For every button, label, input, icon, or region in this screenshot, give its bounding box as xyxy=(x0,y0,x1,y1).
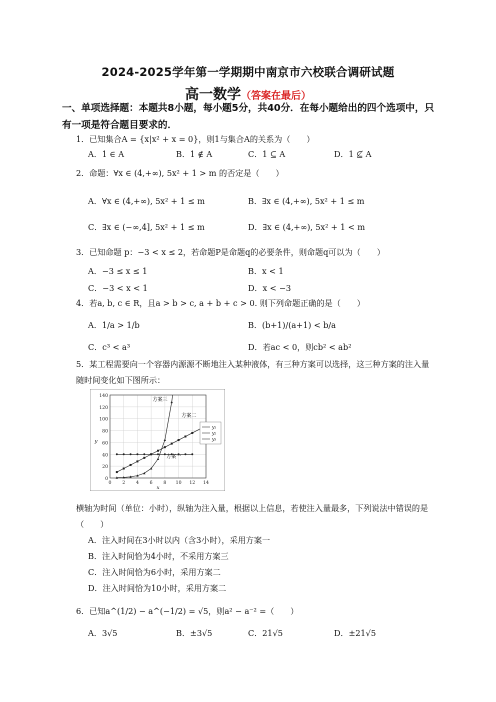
q5-stem: 5．某工程需要向一个容器内源源不断地注入某种液体，有三种方案可以选择，这三种方案的注入量随时间变化如下图所示： xyxy=(76,359,430,385)
q3-option-d: D．x < −3 xyxy=(248,283,292,293)
y-tick-label: 100 xyxy=(99,417,108,423)
series-2-point xyxy=(178,439,180,441)
q2-option-c: C．∃x ∈ (−∞,4], 5x² + 1 ≤ m xyxy=(88,222,205,232)
q3-option-b: B．x < 1 xyxy=(248,266,284,276)
x-axis-label: x xyxy=(156,485,160,491)
q1-option-b: B．1 ∉ A xyxy=(176,149,213,159)
q2-option-b: B．∃x ∈ (4,+∞), 5x² + 1 ≤ m xyxy=(248,196,365,206)
q4-stem: 4．若a, b, c ∈ R，且a > b > c, a + b + c > 0. 则下列命题正确的是（ ） xyxy=(76,298,365,308)
series-2-point xyxy=(116,471,118,473)
chart-annotation: 方案一 xyxy=(166,453,182,460)
q1-option-c: C．1 ⊆ A xyxy=(248,149,286,159)
series-2-point xyxy=(136,460,138,462)
y-tick-label: 40 xyxy=(102,453,108,459)
q1-option-a: A．1 ∈ A xyxy=(88,149,125,159)
q5-option-d: D．注入时间恰为10小时，采用方案二 xyxy=(88,583,227,593)
series-2-point xyxy=(184,436,186,438)
q3-option-c: C．−3 < x < 1 xyxy=(88,283,148,293)
x-tick-label: 10 xyxy=(175,481,182,486)
q4-option-b: B．(b+1)/(a+1) < b/a xyxy=(248,320,336,330)
x-tick-label: 2 xyxy=(122,481,126,486)
q3-stem: 3．已知命题 p：−3 < x ≤ 2，若命题P是命题q的必要条件，则命题q可以为（ ） xyxy=(76,247,385,257)
q3-option-a: A．−3 ≤ x ≤ 1 xyxy=(88,266,148,276)
series-1-point xyxy=(184,453,186,455)
series-1-point xyxy=(136,453,138,455)
series-1-point xyxy=(130,453,132,455)
series-2-point xyxy=(123,468,125,470)
injection-chart xyxy=(90,389,225,491)
section-heading: 一、单项选择题：本题共8小题，每小题5分，共40分．在每小题给出的四个选项中，只有一项是符合题目要求的． xyxy=(62,103,435,131)
y-tick-label: 60 xyxy=(102,441,108,447)
exam-title: 2024-2025学年第一学期期中南京市六校联合调研试题 xyxy=(101,65,395,79)
q6-option-b: B．±3√5 xyxy=(176,628,213,638)
y-axis-label: y xyxy=(94,438,98,445)
q6-option-c: C．21√5 xyxy=(248,628,283,638)
subject-name: 高一数学 xyxy=(185,87,241,103)
q2-option-d: D．∃x ∈ (4,+∞), 5x² + 1 < m xyxy=(248,222,366,232)
q5-option-a: A．注入时间在3小时以内（含3小时），采用方案一 xyxy=(88,535,271,545)
q1-stem: 1．已知集合A = {x|x² + x = 0}，则1与集合A的关系为（ ） xyxy=(76,134,315,144)
series-2-point xyxy=(130,464,132,466)
series-2-point xyxy=(143,457,145,459)
q4-option-a: A．1/a > 1/b xyxy=(88,320,140,330)
chart-annotation: 方案二 xyxy=(181,412,197,419)
series-2-point xyxy=(157,450,159,452)
y-tick-label: 0 xyxy=(105,477,108,482)
q1-option-d: D．1 ⊈ A xyxy=(334,149,372,159)
chart-annotation: 方案三 xyxy=(152,396,168,403)
q2-option-a: A．∀x ∈ (4,+∞), 5x² + 1 ≤ m xyxy=(88,196,205,206)
y-tick-label: 120 xyxy=(99,405,108,411)
q2-stem: 2．命题：∀x ∈ (4,+∞), 5x² + 1 > m 的否定是（ ） xyxy=(76,168,284,178)
answer-note: （答案在最后） xyxy=(241,91,311,102)
x-tick-label: 14 xyxy=(203,481,209,486)
series-2-point xyxy=(171,443,173,445)
q5-option-c: C．注入时间恰为6小时，采用方案二 xyxy=(88,567,221,577)
x-tick-label: 4 xyxy=(135,481,139,486)
x-tick-label: 8 xyxy=(163,481,167,486)
q5-after: 横轴为时间（单位：小时），纵轴为注入量，根据以上信息，若使注入量最多，下列说法中错误的是（ ） xyxy=(76,503,429,529)
series-2-point xyxy=(164,446,166,448)
series-1-point xyxy=(157,453,159,455)
y-tick-label: 80 xyxy=(102,429,108,435)
series-2-point xyxy=(150,453,152,455)
q6-option-d: D．±21√5 xyxy=(334,628,376,638)
series-1-point xyxy=(116,453,118,455)
q4-option-c: C．c³ < a³ xyxy=(88,342,131,352)
x-tick-label: 0 xyxy=(108,481,112,486)
series-2-point xyxy=(191,432,193,434)
series-1-point xyxy=(143,453,145,455)
series-1-point xyxy=(123,453,125,455)
y-tick-label: 140 xyxy=(99,394,108,399)
x-tick-label: 6 xyxy=(149,481,153,486)
legend-label: y₁ xyxy=(212,425,217,431)
series-1-point xyxy=(191,453,193,455)
q5-option-b: B．注入时间恰为4小时，不采用方案三 xyxy=(88,551,229,561)
q6-stem: 6．已知a^(1/2) − a^(−1/2) = √5，则a² − a⁻² =（ ） xyxy=(76,606,299,616)
q4-option-d: D．若ac < 0，则cb² < ab² xyxy=(248,342,352,352)
chart-svg xyxy=(90,389,225,491)
x-tick-label: 12 xyxy=(189,481,196,486)
q6-option-a: A．3√5 xyxy=(88,628,118,638)
legend-label: y₃ xyxy=(212,437,217,443)
legend-label: y₂ xyxy=(212,431,217,437)
y-tick-label: 20 xyxy=(102,465,108,471)
